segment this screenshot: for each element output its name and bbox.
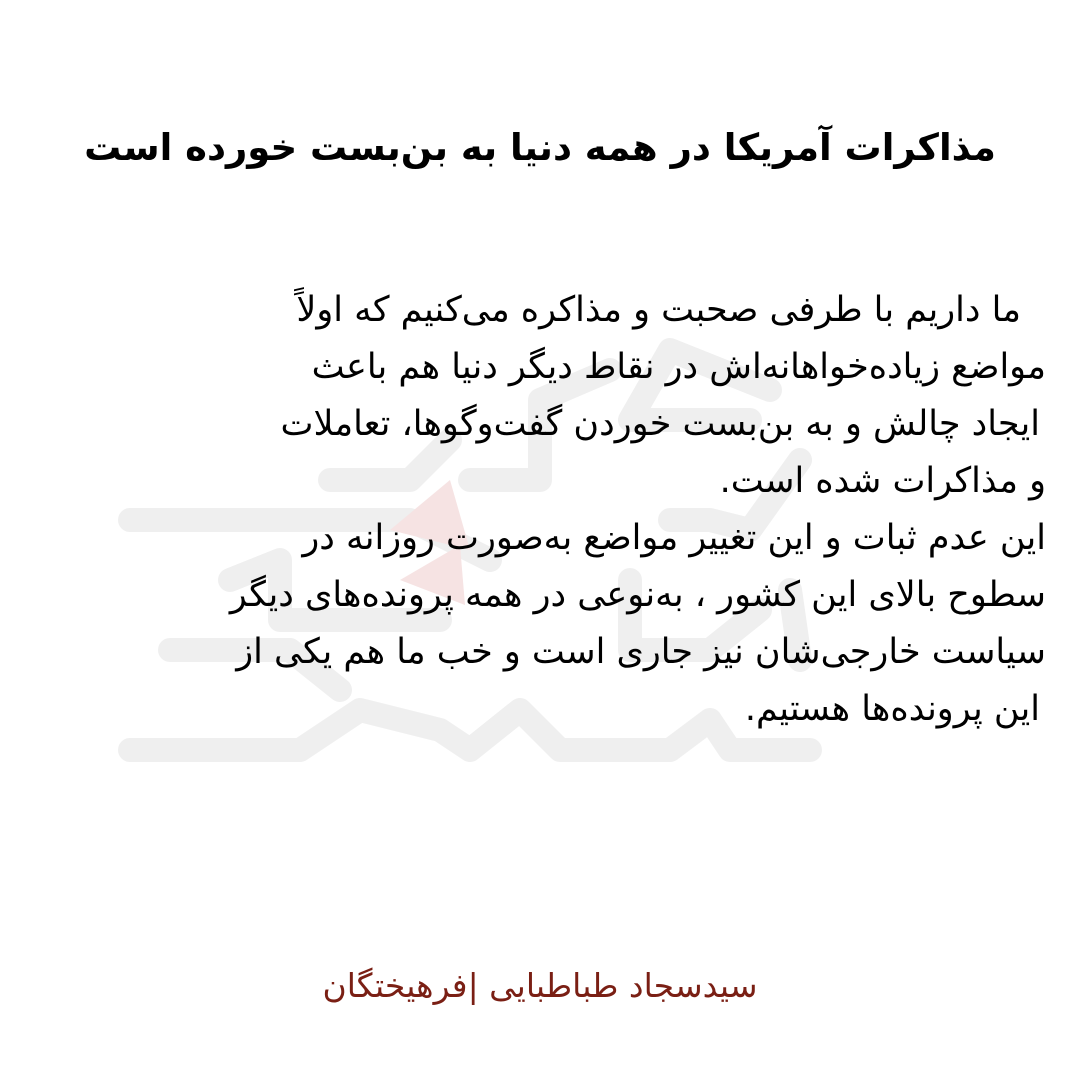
quote-line: مواضع زیاده‌خواهانه‌اش در نقاط دیگر دنیا هم باعث (311, 347, 1046, 387)
quote-line: این عدم ثبات و این تغییر مواضع به‌صورت روزانه در (302, 518, 1046, 558)
quote-body (56, 282, 1046, 738)
quote-line: ایجاد چالش و به بن‌بست خوردن گفت‌وگوها، تعاملات (280, 404, 1040, 444)
quote-line: سطوح بالای این کشور ، به‌نوعی در همه پرونده‌های دیگر (229, 575, 1046, 615)
author-signature: سیدسجاد طباطبایی |فرهیختگان (322, 966, 758, 1005)
page-title: مذاکرات آمریکا در همه دنیا به بن‌بست خورده است (84, 126, 996, 169)
quote-line: و مذاکرات شده است. (719, 461, 1046, 501)
quote-line: این پرونده‌ها هستیم. (744, 689, 1040, 729)
quote-line: ما داریم با طرفی صحبت و مذاکره می‌کنیم که اولاً (296, 290, 1021, 330)
quote-line: سیاست خارجی‌شان نیز جاری است و خب ما هم یکی از (236, 632, 1046, 672)
